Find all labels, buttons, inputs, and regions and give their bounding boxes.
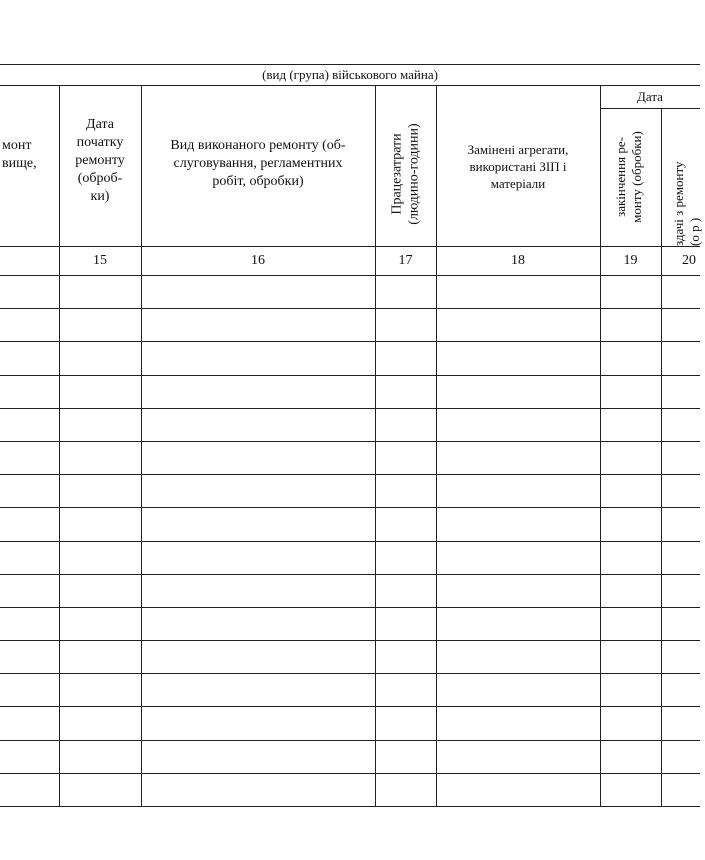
table-cell-entry[interactable] bbox=[1, 542, 59, 574]
table-cell-entry[interactable] bbox=[60, 774, 141, 806]
table-cell-entry[interactable] bbox=[601, 309, 661, 341]
table-cell-entry[interactable] bbox=[601, 508, 661, 541]
header-handover-date-partial: здачі з ремонту (о р ) bbox=[671, 161, 702, 246]
table-cell-entry[interactable] bbox=[142, 376, 375, 408]
table-cell-entry[interactable] bbox=[437, 641, 600, 673]
header-replaced-units: Замінені агрегати, використані ЗІП і матеріали bbox=[467, 142, 569, 191]
table-cell-entry[interactable] bbox=[60, 376, 141, 408]
header-repair-type: Вид виконаного ремонту (об- слуговування, регламентних робіт, обробки) bbox=[170, 138, 346, 189]
table-cell-entry[interactable] bbox=[437, 442, 600, 474]
table-cell-entry[interactable] bbox=[60, 442, 141, 474]
table-cell-entry[interactable] bbox=[1, 376, 59, 408]
table-cell-entry[interactable] bbox=[437, 707, 600, 740]
table-cell-entry[interactable] bbox=[662, 575, 700, 607]
table-cell-entry[interactable] bbox=[376, 542, 436, 574]
table-cell-entry[interactable] bbox=[142, 774, 375, 806]
table-cell-entry[interactable] bbox=[376, 641, 436, 673]
table-cell-entry[interactable] bbox=[142, 641, 375, 673]
table-cell-entry[interactable] bbox=[376, 442, 436, 474]
table-cell-entry[interactable] bbox=[662, 542, 700, 574]
table-cell-entry[interactable] bbox=[1, 674, 59, 706]
military-property-type-caption: (вид (група) військового майна) bbox=[262, 67, 438, 82]
table-cell-entry[interactable] bbox=[437, 276, 600, 308]
table-cell-entry[interactable] bbox=[1, 707, 59, 740]
table-cell-entry[interactable] bbox=[142, 542, 375, 574]
table-cell-entry[interactable] bbox=[601, 774, 661, 806]
table-cell-entry[interactable] bbox=[142, 707, 375, 740]
table-cell-entry[interactable] bbox=[376, 409, 436, 441]
header-handover-cell bbox=[661, 108, 700, 246]
table-cell-entry[interactable] bbox=[142, 508, 375, 541]
table-cell-entry[interactable] bbox=[437, 774, 600, 806]
table-cell-entry[interactable] bbox=[60, 409, 141, 441]
table-cell-entry[interactable] bbox=[662, 276, 700, 308]
table-cell-entry[interactable] bbox=[662, 376, 700, 408]
table-cell-entry[interactable] bbox=[662, 475, 700, 507]
table-cell-entry[interactable] bbox=[376, 475, 436, 507]
table-cell-entry[interactable] bbox=[376, 774, 436, 806]
table-cell-entry[interactable] bbox=[437, 674, 600, 706]
table-cell-entry[interactable] bbox=[1, 641, 59, 673]
table-cell-entry[interactable] bbox=[1, 508, 59, 541]
table-cell-entry[interactable] bbox=[142, 674, 375, 706]
table-cell-entry[interactable] bbox=[142, 741, 375, 773]
table-cell-entry[interactable] bbox=[662, 508, 700, 541]
table-cell-entry[interactable] bbox=[376, 608, 436, 640]
table-cell-entry[interactable] bbox=[437, 309, 600, 341]
table-cell-entry[interactable] bbox=[60, 508, 141, 541]
table-cell-entry[interactable] bbox=[1, 309, 59, 341]
table-cell-entry[interactable] bbox=[662, 409, 700, 441]
table-cell-entry[interactable] bbox=[437, 575, 600, 607]
table-cell-entry[interactable] bbox=[1, 276, 59, 308]
table-cell-entry[interactable] bbox=[376, 674, 436, 706]
table-cell-entry[interactable] bbox=[601, 409, 661, 441]
table-cell-entry[interactable] bbox=[1, 442, 59, 474]
table-cell-entry[interactable] bbox=[60, 741, 141, 773]
column-number-19: 19 bbox=[623, 253, 638, 268]
table-cell-entry[interactable] bbox=[662, 774, 700, 806]
caption-bottom-border bbox=[0, 85, 700, 86]
table-cell-entry[interactable] bbox=[1, 342, 59, 375]
table-cell-entry[interactable] bbox=[1, 608, 59, 640]
table-cell-entry[interactable] bbox=[437, 608, 600, 640]
table-top-border bbox=[0, 64, 700, 65]
table-cell-entry[interactable] bbox=[601, 575, 661, 607]
table-cell-entry[interactable] bbox=[60, 641, 141, 673]
table-cell-entry[interactable] bbox=[60, 674, 141, 706]
column-number-16: 16 bbox=[251, 253, 265, 268]
table-cell-entry[interactable] bbox=[1, 741, 59, 773]
header-col14-partial: монт вище, bbox=[2, 138, 37, 171]
table-cell-entry[interactable] bbox=[662, 442, 700, 474]
table-cell-entry[interactable] bbox=[437, 542, 600, 574]
table-cell-entry[interactable] bbox=[601, 276, 661, 308]
header-labor-hours: Працезатрати (людино-години) bbox=[389, 123, 422, 225]
table-cell-entry[interactable] bbox=[60, 342, 141, 375]
table-cell-entry[interactable] bbox=[601, 376, 661, 408]
table-cell-entry[interactable] bbox=[142, 575, 375, 607]
table-cell-entry[interactable] bbox=[662, 641, 700, 673]
header-labor-cell bbox=[375, 85, 436, 246]
table-cell-entry[interactable] bbox=[437, 409, 600, 441]
header-repair-end-date: закінчення ре- монту (обробки) bbox=[613, 131, 644, 223]
table-cell-entry[interactable] bbox=[662, 707, 700, 740]
table-cell-entry[interactable] bbox=[60, 542, 141, 574]
table-cell-entry[interactable] bbox=[1, 409, 59, 441]
table-cell-entry[interactable] bbox=[376, 342, 436, 375]
header-repair-end-cell bbox=[600, 108, 661, 246]
table-cell-entry[interactable] bbox=[437, 475, 600, 507]
table-cell-entry[interactable] bbox=[376, 741, 436, 773]
table-cell-entry[interactable] bbox=[601, 608, 661, 640]
table-cell-entry[interactable] bbox=[60, 575, 141, 607]
table-cell-entry[interactable] bbox=[142, 475, 375, 507]
table-cell-entry[interactable] bbox=[376, 276, 436, 308]
table-cell-entry[interactable] bbox=[601, 641, 661, 673]
column-number-15: 15 bbox=[93, 253, 107, 268]
table-cell-entry[interactable] bbox=[1, 575, 59, 607]
table-cell-entry[interactable] bbox=[142, 409, 375, 441]
table-cell-entry[interactable] bbox=[142, 276, 375, 308]
table-cell-entry[interactable] bbox=[601, 442, 661, 474]
table-cell-entry[interactable] bbox=[142, 309, 375, 341]
table-cell-entry[interactable] bbox=[142, 442, 375, 474]
table-cell-entry[interactable] bbox=[662, 342, 700, 375]
table-cell-entry[interactable] bbox=[601, 674, 661, 706]
table-cell-entry[interactable] bbox=[601, 342, 661, 375]
table-cell-entry[interactable] bbox=[601, 542, 661, 574]
table-cell-entry[interactable] bbox=[601, 475, 661, 507]
table-cell-entry[interactable] bbox=[1, 774, 59, 806]
table-cell-entry[interactable] bbox=[662, 309, 700, 341]
table-cell-entry[interactable] bbox=[376, 575, 436, 607]
table-cell-entry[interactable] bbox=[601, 741, 661, 773]
column-number-18: 18 bbox=[511, 253, 525, 268]
table-cell-entry[interactable] bbox=[601, 707, 661, 740]
table-cell-entry[interactable] bbox=[60, 707, 141, 740]
table-cell-entry[interactable] bbox=[662, 608, 700, 640]
table-cell-entry[interactable] bbox=[437, 508, 600, 541]
table-cell-entry[interactable] bbox=[142, 608, 375, 640]
table-cell-entry[interactable] bbox=[376, 376, 436, 408]
column-number-20: 20 bbox=[682, 253, 696, 268]
table-cell-entry[interactable] bbox=[376, 309, 436, 341]
table-cell-entry[interactable] bbox=[662, 741, 700, 773]
table-cell-entry[interactable] bbox=[60, 475, 141, 507]
table-cell-entry[interactable] bbox=[142, 342, 375, 375]
header-date-group: Дата bbox=[637, 89, 663, 104]
table-cell-entry[interactable] bbox=[437, 741, 600, 773]
header-repair-start-date: Дата початку ремонту (оброб- ки) bbox=[75, 117, 125, 204]
table-cell-entry[interactable] bbox=[376, 707, 436, 740]
table-cell-entry[interactable] bbox=[60, 276, 141, 308]
table-cell-entry[interactable] bbox=[60, 608, 141, 640]
column-number-17: 17 bbox=[398, 253, 413, 268]
table-cell-entry[interactable] bbox=[376, 508, 436, 541]
table-cell-entry[interactable] bbox=[1, 475, 59, 507]
table-cell-entry[interactable] bbox=[60, 309, 141, 341]
table-cell-entry[interactable] bbox=[437, 376, 600, 408]
table-cell-entry[interactable] bbox=[662, 674, 700, 706]
table-cell-entry[interactable] bbox=[437, 342, 600, 375]
table-bottom-border bbox=[0, 806, 700, 807]
